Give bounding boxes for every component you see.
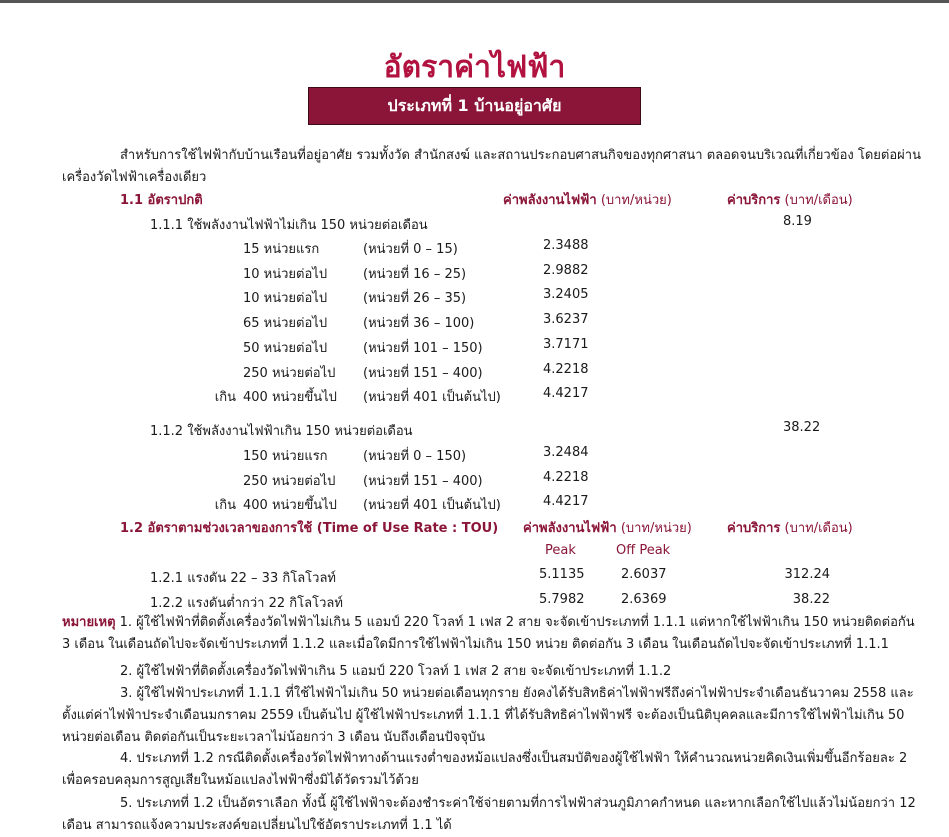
rate-row-tier: 10 หน่วยต่อไป bbox=[243, 291, 328, 307]
window-top-border bbox=[0, 0, 949, 3]
rate-row-range: (หน่วยที่ 401 เป็นต้นไป) bbox=[363, 390, 501, 406]
rate-row-tier: 250 หน่วยต่อไป bbox=[243, 365, 336, 381]
rate-row-tier: 400 หน่วยขึ้นไป bbox=[243, 390, 337, 406]
tou-row-label: 1.2.1 แรงดัน 22 – 33 กิโลโวลท์ bbox=[150, 571, 336, 586]
rate-row-prefix: เกิน bbox=[214, 498, 236, 513]
note-2: 2. ผู้ใช้ไฟฟ้าที่ติดตั้งเครื่องวัดไฟฟ้าเกิน 5 แอมป์ 220 โวลท์ 1 เฟส 2 สาย จะจัดเข้าประเภทที่ 1.1.2 bbox=[120, 664, 672, 679]
notes-label: หมายเหตุ bbox=[62, 615, 116, 630]
note-1-text: 1. ผู้ใช้ไฟฟ้าที่ติดตั้งเครื่องวัดไฟฟ้าไม่เกิน 5 แอมป์ 220 โวลท์ 1 เฟส 2 สาย จะจัดเข้าประเภทที่ 1.1.1 แต่หากใช้ไฟฟ้าเกิน 150 หน่วยติดต่อกัน 3 เดือน ในเดือนถัดไปจะจัดเข้าประเภทที่ 1.1.2 และเมื่อใดมีการใช้ไฟฟ้าไม่เกิน 150 หน่วย ติดต่อกัน 3 เดือน ในเดือนถัดไปจะจัดเข้าประเภทที่ 1.1.1 bbox=[62, 615, 915, 652]
rate-row-range: (หน่วยที่ 0 – 15) bbox=[363, 242, 458, 257]
rate-row-tier: 150 หน่วยแรก bbox=[243, 449, 328, 464]
category-banner: ประเภทที่ 1 บ้านอยู่อาศัย bbox=[308, 87, 641, 125]
section-1-2-heading: 1.2 อัตราตามช่วงเวลาของการใช้ (Time of Use Rate : TOU) bbox=[120, 521, 499, 536]
intro-paragraph: สำหรับการใช้ไฟฟ้ากับบ้านเรือนที่อยู่อาศัย รวมทั้งวัด สำนักสงฆ์ และสถานประกอบศาสนกิจของทุกศาสนา ตลอดจนบริเวณที่เกี่ยวข้อง โดยต่อผ่านเครื่องวัดไฟฟ้าเครื่องเดียว bbox=[62, 148, 921, 185]
rate-row-prefix: เกิน bbox=[214, 390, 236, 406]
rate-row-value: 3.6237 bbox=[543, 312, 589, 328]
service-charge-header-unit: (บาท/เดือน) bbox=[784, 193, 853, 208]
tou-service-header-bold: ค่าบริการ bbox=[727, 521, 781, 536]
rate-row-range: (หน่วยที่ 401 เป็นต้นไป) bbox=[363, 498, 501, 513]
rate-row-value: 4.2218 bbox=[543, 469, 589, 485]
rate-row-range: (หน่วยที่ 101 – 150) bbox=[363, 340, 483, 356]
subsection-1-1-1-service: 8.19 bbox=[783, 214, 812, 229]
peak-column-label: Peak bbox=[545, 543, 576, 558]
note-3: 3. ผู้ใช้ไฟฟ้าประเภทที่ 1.1.1 ที่ใช้ไฟฟ้าไม่เกิน 50 หน่วยต่อเดือนทุกราย ยังคงได้รับสิทธิค่าไฟฟ้าฟรีถึงค่าไฟฟ้าประจำเดือนธันวาคม 2558 และตั้งแต่ค่าไฟฟ้าประจำเดือนมกราคม 2559 เป็นต้นไป ผู้ใช้ไฟฟ้าประเภทที่ 1.1.1 ที่ได้รับสิทธิค่าไฟฟ้าฟรี จะต้องเป็นนิติบุคคลและมีการใช้ไฟฟ้าไม่เกิน 50 หน่วยต่อเดือน ติดต่อกันเป็นระยะเวลาไม่น้อยกว่า 3 เดือน นับถึงเดือนปัจจุบัน bbox=[62, 686, 914, 745]
subsection-1-1-2-label: 1.1.2 ใช้พลังงานไฟฟ้าเกิน 150 หน่วยต่อเดือน bbox=[150, 424, 413, 439]
rate-row-tier: 10 หน่วยต่อไป bbox=[243, 266, 328, 282]
rate-row-range: (หน่วยที่ 151 – 400) bbox=[363, 473, 483, 489]
note-5: 5. ประเภทที่ 1.2 เป็นอัตราเลือก ทั้งนี้ ผู้ใช้ไฟฟ้าจะต้องชำระค่าใช้จ่ายตามที่การไฟฟ้าส่วนภูมิภาคกำหนด และหากเลือกใช้ไปแล้วไม่น้อยกว่า 12 เดือน สามารถแจ้งความประสงค์ขอเปลี่ยนไปใช้อัตราประเภทที่ 1.1 ได้ bbox=[62, 796, 916, 833]
rate-row-tier: 50 หน่วยต่อไป bbox=[243, 340, 328, 356]
rate-row-value: 4.4217 bbox=[543, 494, 589, 509]
rate-row-value: 4.4217 bbox=[543, 386, 589, 402]
rate-row-tier: 250 หน่วยต่อไป bbox=[243, 473, 336, 489]
service-charge-header-bold: ค่าบริการ bbox=[727, 193, 781, 208]
rate-row-tier: 65 หน่วยต่อไป bbox=[243, 316, 328, 332]
energy-rate-header-bold: ค่าพลังงานไฟฟ้า bbox=[503, 193, 597, 208]
rate-row-value: 3.7171 bbox=[543, 336, 589, 352]
tou-service-column-header bbox=[727, 517, 853, 538]
tou-row-offpeak: 2.6037 bbox=[621, 567, 667, 582]
rate-row-range: (หน่วยที่ 151 – 400) bbox=[363, 365, 483, 381]
tou-energy-header-unit: (บาท/หน่วย) bbox=[620, 521, 692, 536]
rate-row-range: (หน่วยที่ 16 – 25) bbox=[363, 266, 467, 282]
section-1-1-heading: 1.1 อัตราปกติ bbox=[120, 193, 203, 208]
page-title: อัตราค่าไฟฟ้า bbox=[383, 50, 566, 85]
tou-energy-header-bold: ค่าพลังงานไฟฟ้า bbox=[523, 521, 617, 536]
tou-row-label: 1.2.2 แรงดันต่ำกว่า 22 กิโลโวลท์ bbox=[150, 596, 343, 611]
rate-row-range: (หน่วยที่ 26 – 35) bbox=[363, 291, 467, 307]
rate-row-value: 2.9882 bbox=[543, 262, 589, 278]
tou-service-header-unit: (บาท/เดือน) bbox=[784, 521, 853, 536]
rate-row-value: 2.3488 bbox=[543, 238, 589, 253]
tou-row-offpeak: 2.6369 bbox=[621, 592, 667, 607]
tou-row-peak: 5.1135 bbox=[539, 567, 585, 582]
offpeak-column-label: Off Peak bbox=[616, 543, 671, 558]
tou-row-service: 38.22 bbox=[792, 592, 830, 607]
note-4: 4. ประเภทที่ 1.2 กรณีติดตั้งเครื่องวัดไฟฟ้าทางด้านแรงต่ำของหม้อแปลงซึ่งเป็นสมบัติของผู้ใช้ไฟฟ้า ให้คำนวณหน่วยคิดเงินเพิ่มขึ้นอีกร้อยละ 2 เพื่อครอบคลุมการสูญเสียในหม้อแปลงไฟฟ้าซึ่งมิได้วัดรวมไว้ด้วย bbox=[62, 751, 908, 788]
rate-row-value: 3.2405 bbox=[543, 287, 589, 303]
rate-row-value: 3.2484 bbox=[543, 445, 589, 460]
rate-row-range: (หน่วยที่ 36 – 100) bbox=[363, 316, 475, 332]
energy-rate-header-unit: (บาท/หน่วย) bbox=[600, 193, 672, 208]
tou-row-service: 312.24 bbox=[784, 567, 830, 582]
subsection-1-1-1-label: 1.1.1 ใช้พลังงานไฟฟ้าไม่เกิน 150 หน่วยต่อเดือน bbox=[150, 218, 428, 233]
energy-rate-column-header bbox=[503, 189, 672, 210]
service-charge-column-header bbox=[727, 189, 853, 210]
tou-row-peak: 5.7982 bbox=[539, 592, 585, 607]
subsection-1-1-2-service: 38.22 bbox=[783, 420, 821, 435]
rate-row-tier: 400 หน่วยขึ้นไป bbox=[243, 498, 337, 513]
rate-row-tier: 15 หน่วยแรก bbox=[243, 242, 320, 257]
rate-row-range: (หน่วยที่ 0 – 150) bbox=[363, 449, 467, 464]
note-1 bbox=[62, 612, 924, 656]
rate-row-value: 4.2218 bbox=[543, 361, 589, 377]
tou-energy-column-header bbox=[523, 517, 692, 538]
